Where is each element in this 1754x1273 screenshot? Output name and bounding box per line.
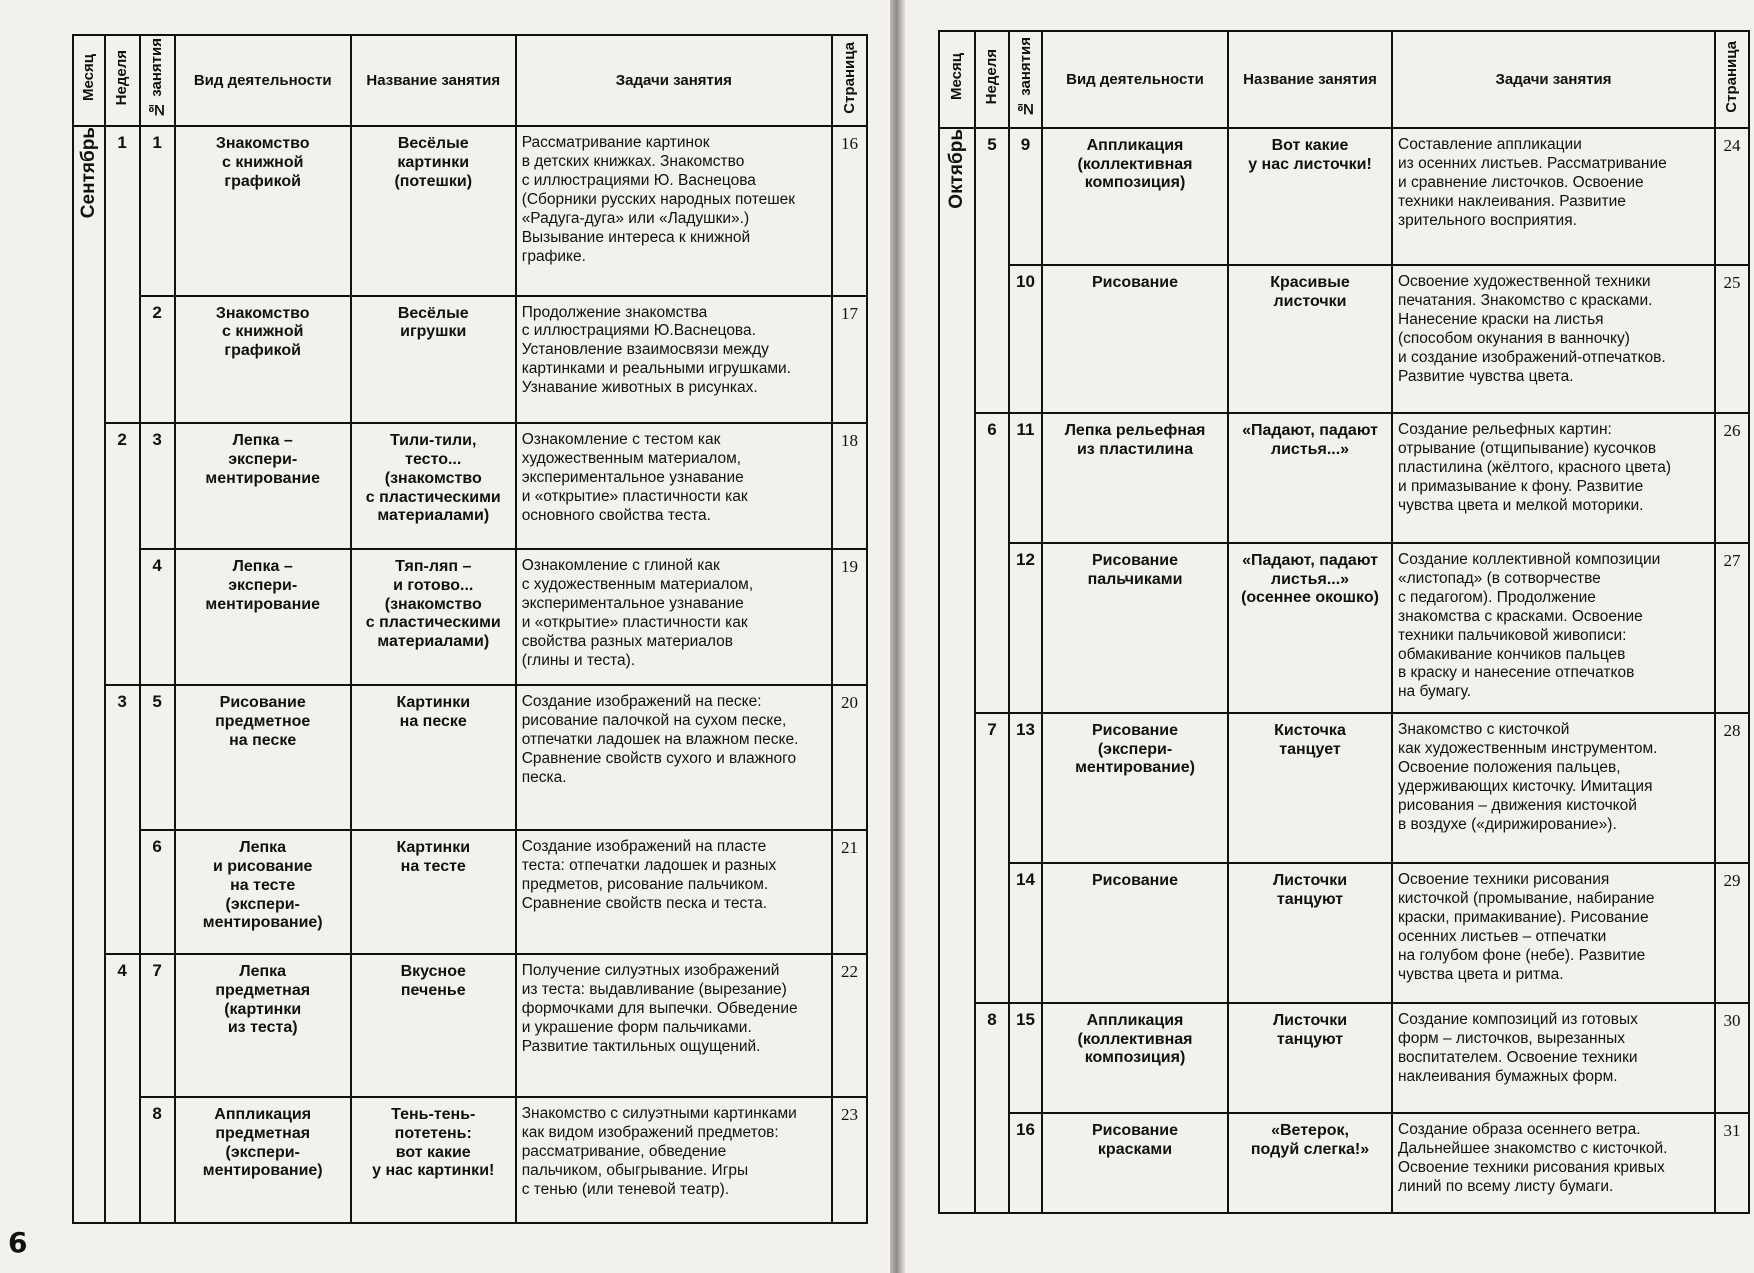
lesson-title: Вот какие у нас листочки! — [1228, 128, 1392, 265]
page-number: 31 — [1715, 1113, 1749, 1213]
lesson-tasks: Ознакомление с тестом как художественным материалом, экспериментальное узнавание и «открытие» пластичности как основного свойства теста. — [516, 423, 832, 549]
lesson-number: 4 — [140, 549, 175, 685]
lesson-number: 6 — [140, 830, 175, 954]
week-number: 1 — [105, 126, 140, 423]
lesson-tasks: Составление аппликации из осенних листьев. Рассматривание и сравнение листочков. Освоение техники наклеивания. Развитие зрительного восприятия. — [1392, 128, 1715, 265]
page-number: 28 — [1715, 713, 1749, 863]
activity-type: Аппликация (коллективная композиция) — [1042, 1003, 1228, 1113]
page-number: 20 — [832, 685, 867, 830]
lesson-number: 3 — [140, 423, 175, 549]
lesson-number: 7 — [140, 954, 175, 1097]
week-number: 2 — [105, 423, 140, 685]
table-row — [939, 1113, 1749, 1213]
lesson-title: Весёлые картинки (потешки) — [351, 126, 516, 295]
table-row — [939, 713, 1749, 863]
lesson-number: 15 — [1009, 1003, 1042, 1113]
table-row — [73, 954, 867, 1097]
activity-type: Рисование предметное на песке — [175, 685, 351, 830]
header-week: Неделя — [975, 31, 1009, 128]
table-row — [939, 128, 1749, 265]
table-row — [939, 413, 1749, 543]
right-page — [905, 0, 1754, 1273]
lesson-title: Весёлые игрушки — [351, 296, 516, 424]
activity-type: Рисование — [1042, 265, 1228, 413]
table-row — [939, 1003, 1749, 1113]
activity-type: Рисование — [1042, 863, 1228, 1003]
month-cell: Сентябрь — [73, 126, 105, 1223]
lesson-number: 1 — [140, 126, 175, 295]
lesson-tasks: Знакомство с силуэтными картинками как видом изображений предметов: рассматривание, обведение пальчиком, обыгрывание. Игры с тенью (или теневой театр). — [516, 1097, 832, 1223]
activity-type: Рисование красками — [1042, 1113, 1228, 1213]
header-row — [73, 35, 867, 126]
lesson-number: 14 — [1009, 863, 1042, 1003]
week-number: 8 — [975, 1003, 1009, 1213]
table-row — [73, 549, 867, 685]
lesson-tasks: Знакомство с кисточкой как художественным инструментом. Освоение положения пальцев, удерживающих кисточку. Имитация рисования – движения кисточкой в воздухе («дирижирование»). — [1392, 713, 1715, 863]
header-month: Месяц — [939, 31, 975, 128]
lesson-title: Вкусное печенье — [351, 954, 516, 1097]
lesson-tasks: Освоение техники рисования кисточкой (промывание, набирание краски, примакивание). Рисование осенних листьев – отпечатки на голубом фоне (небе). Развитие чувства цвета и ритма. — [1392, 863, 1715, 1003]
month-cell: Октябрь — [939, 128, 975, 1213]
page-number: 22 — [832, 954, 867, 1097]
lesson-title: Картинки на песке — [351, 685, 516, 830]
lesson-tasks: Продолжение знакомства с иллюстрациями Ю.Васнецова. Установление взаимосвязи между картинками и реальными игрушками. Узнавание животных в рисунках. — [516, 296, 832, 424]
lesson-tasks: Создание изображений на песке: рисование палочкой на сухом песке, отпечатки ладошек на влажном песке. Сравнение свойств сухого и влажного песка. — [516, 685, 832, 830]
lesson-title: Красивые листочки — [1228, 265, 1392, 413]
lesson-number: 11 — [1009, 413, 1042, 543]
page-number: 19 — [832, 549, 867, 685]
lesson-plan-table-october — [938, 30, 1750, 1214]
lesson-number: 10 — [1009, 265, 1042, 413]
lesson-title: Тень-тень- потетень: вот какие у нас картинки! — [351, 1097, 516, 1223]
page-folio: 6 — [8, 1226, 28, 1259]
lesson-title: Картинки на тесте — [351, 830, 516, 954]
activity-type: Аппликация (коллективная композиция) — [1042, 128, 1228, 265]
activity-type: Знакомство с книжной графикой — [175, 296, 351, 424]
table-row — [73, 1097, 867, 1223]
page-number: 29 — [1715, 863, 1749, 1003]
activity-type: Лепка – экспери- ментирование — [175, 549, 351, 685]
lesson-number: 5 — [140, 685, 175, 830]
lesson-tasks: Ознакомление с глиной как с художественным материалом, экспериментальное узнавание и «открытие» пластичности как свойства разных материалов (глины и теста). — [516, 549, 832, 685]
activity-type: Лепка рельефная из пластилина — [1042, 413, 1228, 543]
header-title: Название занятия — [1228, 31, 1392, 128]
table-row — [73, 296, 867, 424]
lesson-tasks: Создание изображений на пласте теста: отпечатки ладошек и разных предметов, рисование пальчиком. Сравнение свойств песка и теста. — [516, 830, 832, 954]
lesson-title: Тили-тили, тесто... (знакомство с пластическими материалами) — [351, 423, 516, 549]
lesson-tasks: Получение силуэтных изображений из теста: выдавливание (вырезание) формочками для выпечки. Обведение и украшение форм пальчиками. Развитие тактильных ощущений. — [516, 954, 832, 1097]
header-row — [939, 31, 1749, 128]
header-page: Страница — [1715, 31, 1749, 128]
week-number: 4 — [105, 954, 140, 1223]
lesson-number: 2 — [140, 296, 175, 424]
header-week: Неделя — [105, 35, 140, 126]
header-activity: Вид деятельности — [1042, 31, 1228, 128]
activity-type: Знакомство с книжной графикой — [175, 126, 351, 295]
table-row — [73, 685, 867, 830]
activity-type: Лепка и рисование на тесте (экспери- ментирование) — [175, 830, 351, 954]
header-activity: Вид деятельности — [175, 35, 351, 126]
lesson-tasks: Освоение художественной техники печатания. Знакомство с красками. Нанесение краски на листья (способом окунания в ванночку) и создание изображений-отпечатков. Развитие чувства цвета. — [1392, 265, 1715, 413]
lesson-title: Тяп-ляп – и готово... (знакомство с пластическими материалами) — [351, 549, 516, 685]
lesson-tasks: Создание композиций из готовых форм – листочков, вырезанных воспитателем. Освоение техники наклеивания бумажных форм. — [1392, 1003, 1715, 1113]
lesson-title: Кисточка танцует — [1228, 713, 1392, 863]
activity-type: Лепка предметная (картинки из теста) — [175, 954, 351, 1097]
lesson-number: 9 — [1009, 128, 1042, 265]
table-row — [939, 265, 1749, 413]
week-number: 3 — [105, 685, 140, 954]
header-page: Страница — [832, 35, 867, 126]
lesson-tasks: Создание рельефных картин: отрывание (отщипывание) кусочков пластилина (жёлтого, красного цвета) и примазывание к фону. Развитие чувства цвета и мелкой моторики. — [1392, 413, 1715, 543]
lesson-title: «Ветерок, подуй слегка!» — [1228, 1113, 1392, 1213]
week-number: 6 — [975, 413, 1009, 713]
lesson-tasks: Создание коллективной композиции «листопад» (в сотворчестве с педагогом). Продолжение знакомства с красками. Освоение техники пальчиковой живописи: обмакивание кончиков пальцев в краску и нанесение отпечатков на бумагу. — [1392, 543, 1715, 713]
week-number: 5 — [975, 128, 1009, 413]
week-number: 7 — [975, 713, 1009, 1003]
activity-type: Рисование (экспери- ментирование) — [1042, 713, 1228, 863]
table-row — [939, 543, 1749, 713]
header-lesson-no: № занятия — [140, 35, 175, 126]
lesson-number: 12 — [1009, 543, 1042, 713]
lesson-title: «Падают, падают листья...» — [1228, 413, 1392, 543]
page-number: 18 — [832, 423, 867, 549]
page-number: 26 — [1715, 413, 1749, 543]
header-title: Название занятия — [351, 35, 516, 126]
table-row — [73, 830, 867, 954]
page-number: 16 — [832, 126, 867, 295]
table-row — [73, 423, 867, 549]
book-gutter — [890, 0, 905, 1273]
page-number: 30 — [1715, 1003, 1749, 1113]
lesson-number: 16 — [1009, 1113, 1042, 1213]
page-number: 21 — [832, 830, 867, 954]
lesson-title: Листочки танцуют — [1228, 863, 1392, 1003]
header-tasks: Задачи занятия — [516, 35, 832, 126]
lesson-title: Листочки танцуют — [1228, 1003, 1392, 1113]
lesson-number: 13 — [1009, 713, 1042, 863]
lesson-title: «Падают, падают листья...» (осеннее окошко) — [1228, 543, 1392, 713]
page-number: 25 — [1715, 265, 1749, 413]
header-month: Месяц — [73, 35, 105, 126]
header-tasks: Задачи занятия — [1392, 31, 1715, 128]
activity-type: Рисование пальчиками — [1042, 543, 1228, 713]
header-lesson-no: № занятия — [1009, 31, 1042, 128]
table-row — [939, 863, 1749, 1003]
lesson-plan-table-september — [72, 34, 868, 1224]
activity-type: Аппликация предметная (экспери- ментирование) — [175, 1097, 351, 1223]
lesson-tasks: Создание образа осеннего ветра. Дальнейшее знакомство с кисточкой. Освоение техники рисования кривых линий по всему листу бумаги. — [1392, 1113, 1715, 1213]
lesson-number: 8 — [140, 1097, 175, 1223]
page-number: 23 — [832, 1097, 867, 1223]
table-row — [73, 126, 867, 295]
activity-type: Лепка – экспери- ментирование — [175, 423, 351, 549]
page-number: 24 — [1715, 128, 1749, 265]
lesson-tasks: Рассматривание картинок в детских книжках. Знакомство с иллюстрациями Ю. Васнецова (Сборники русских народных потешек «Радуга-дуга» или «Ладушки».) Вызывание интереса к книжной графике. — [516, 126, 832, 295]
page-number: 17 — [832, 296, 867, 424]
page-number: 27 — [1715, 543, 1749, 713]
